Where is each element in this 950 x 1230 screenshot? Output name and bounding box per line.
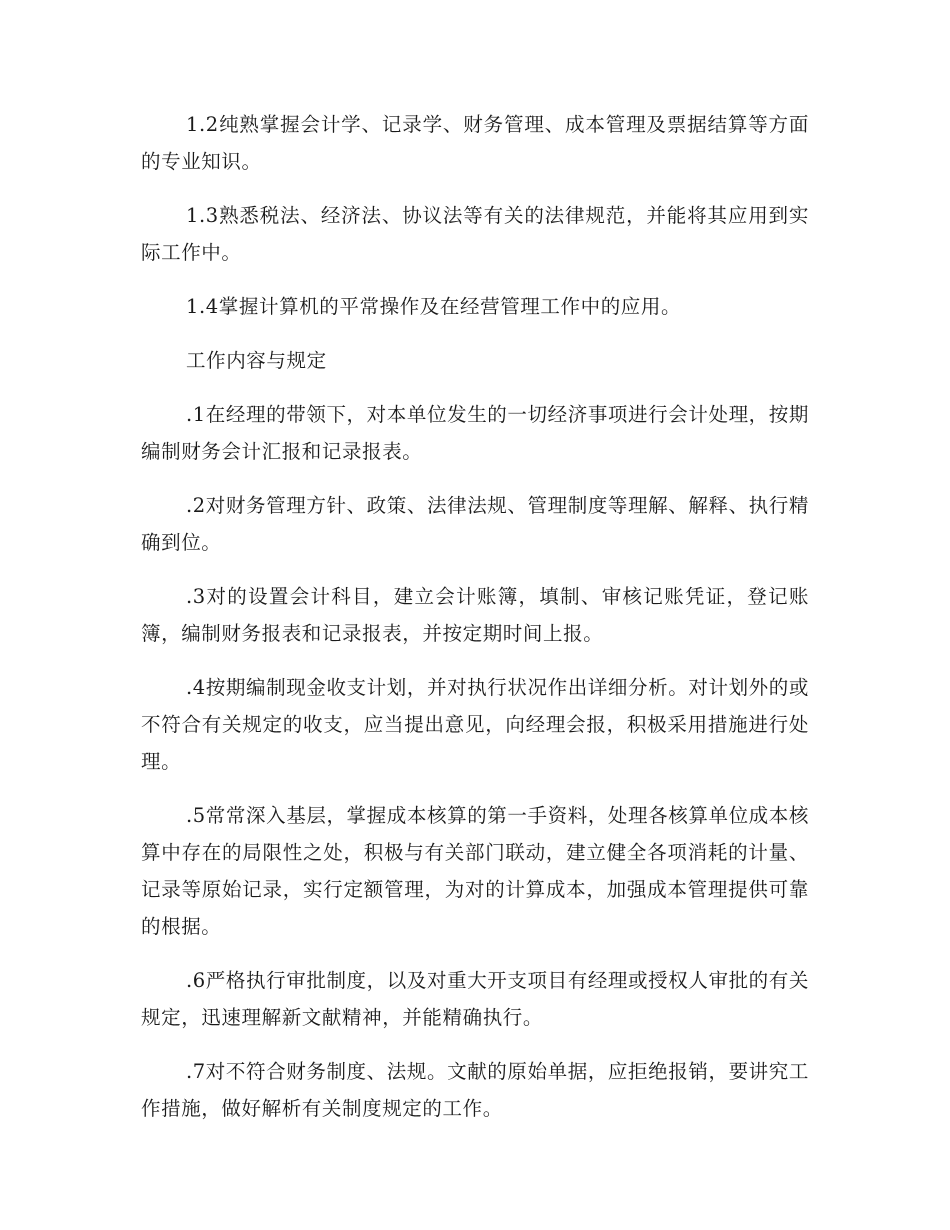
paragraph-1-4: 1.4掌握计算机的平常操作及在经营管理工作中的应用。 [186,295,682,318]
paragraph-item-3: .3对的设置会计科目，建立会计账簿，填制、审核记账凭证，登记账簿，编制财务报表和记录报表，并按定期时间上报。 [141,585,809,645]
section-heading: 工作内容与规定 [186,349,327,372]
paragraph-item-5: .5常常深入基层，掌握成本核算的第一手资料，处理各核算单位成本核算中存在的局限性之处，积极与有关部门联动，建立健全各项消耗的计量、记录等原始记录，实行定额管理，为对的计算成本，加强成本管理提供可靠的根据。 [141,804,809,938]
paragraph-item-4: .4按期编制现金收支计划，并对执行状况作出详细分析。对计划外的或不符合有关规定的收支，应当提出意见，向经理会报，积极采用措施进行处理。 [141,676,809,773]
paragraph-item-6: .6严格执行审批制度，以及对重大开支项目有经理或授权人审批的有关规定，迅速理解新文献精神，并能精确执行。 [141,969,809,1029]
paragraph-item-7: .7对不符合财务制度、法规。文献的原始单据，应拒绝报销，要讲究工作措施，做好解析有关制度规定的工作。 [141,1060,809,1120]
paragraph-1-3: 1.3熟悉税法、经济法、协议法等有关的法律规范，并能将其应用到实际工作中。 [141,204,809,264]
document-body [141,106,809,1144]
paragraph-1-2: 1.2纯熟掌握会计学、记录学、财务管理、成本管理及票据结算等方面的专业知识。 [141,113,809,173]
paragraph-item-1: .1在经理的带领下，对本单位发生的一切经济事项进行会计处理，按期编制财务会计汇报和记录报表。 [141,403,809,463]
paragraph-item-2: .2对财务管理方针、政策、法律法规、管理制度等理解、解释、执行精确到位。 [141,494,809,554]
